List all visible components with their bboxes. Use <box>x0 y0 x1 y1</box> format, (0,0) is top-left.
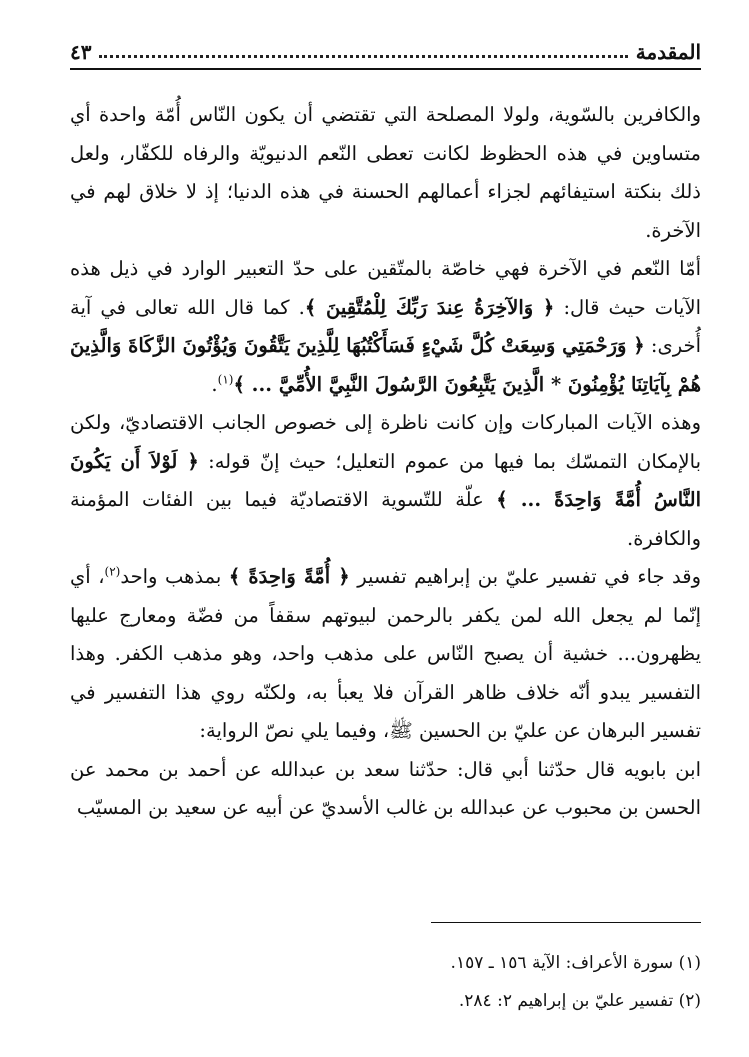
paragraph-text: وقد جاء في تفسير عليّ بن إبراهيم تفسير <box>349 565 701 588</box>
paragraph-text: وهذه الآيات المباركات وإن كانت ناظرة إلى خصوص الجانب الاقتصاديّ، ولكن بالإمكان التمسّك بما فيها من عموم التعليل؛ حيث إنّ قوله: <box>70 411 701 473</box>
leader-dots <box>99 54 627 58</box>
footnote-ref: (١) <box>217 372 234 386</box>
paragraph-text: علّة للتّسوية الاقتصاديّة فيما بين الفئات المؤمنة والكافرة. <box>70 488 701 550</box>
footnote-2: (٢) تفسير عليّ بن إبراهيم ٢: ٢٨٤. <box>458 991 701 1011</box>
paragraph <box>70 558 701 751</box>
paragraph <box>70 751 701 828</box>
quran-verse: ﴿ وَرَحْمَتِي وَسِعَتْ كُلَّ شَيْءٍ فَسَأَكْتُبُهَا لِلَّذِينَ يَتَّقُونَ وَيُؤْتُونَ الزَّكَاةَ وَالَّذِينَ هُمْ بِآيَاتِنَا يُؤْمِنُونَ * الَّذِينَ يَتَّبِعُونَ الرَّسُولَ النَّبِيَّ الأُمِّيَّ ... ﴾ <box>70 334 701 396</box>
quran-verse: ﴿ لَوْلاَ أَن يَكُونَ النَّاسُ أُمَّةً وَاحِدَةً ... ﴾ <box>70 449 701 511</box>
footnote-1: (١) سورة الأعراف: الآية ١٥٦ ـ ١٥٧. <box>450 953 701 973</box>
body-text <box>70 96 701 828</box>
paragraph-text: ابن بابويه قال حدّثنا أبي قال: حدّثنا سعد بن عبدالله عن أحمد بن محمد عن الحسن بن محبوب عن عبدالله بن غالب الأسديّ عن أبيه عن سعيد بن المسيّب <box>70 757 701 819</box>
footnote-ref: (٢) <box>104 564 121 579</box>
paragraph-text: . كما قال الله تعالى في آية أُخرى: <box>70 295 701 357</box>
footnotes <box>70 944 701 1020</box>
quran-verse: ﴿ أُمَّةً وَاحِدَةً ﴾ <box>228 565 350 588</box>
paragraph-text: ، أي إنّما لم يجعل الله لمن يكفر بالرحمن لبيوتهم سقفاً من فضّة ومعارج عليها يظهرون... خشية أن يصبح النّاس على مذهب واحد، وهو مذهب الكفر. وهذا التفسير يبدو أنّه خلاف ظاهر القرآن فلا يعبأ به، ولكنّه روي هذا التفسير في تفسير البرهان عن عليّ بن الحسين ﷺ، وفيما يلي نصّ الرواية: <box>70 565 701 742</box>
paragraph <box>70 96 701 250</box>
paragraph <box>70 404 701 558</box>
quran-verse: ﴿ وَالآخِرَةُ عِندَ رَبِّكَ لِلْمُتَّقِينَ ﴾ <box>304 295 555 319</box>
paragraph-text: والكافرين بالسّوية، ولولا المصلحة التي تقتضي أن يكون النّاس أُمّة واحدة أي متساوين في هذه الحظوظ لكانت تعطى النّعم الدنيويّة والرفاه للكفّار، ولعل ذلك بنكتة استيفائهم لجزاء أعمالهم الحسنة في هذه الدنيا؛ إذ لا خلاق لهم في الآخرة. <box>70 103 701 242</box>
paragraph <box>70 250 701 404</box>
chapter-title: المقدمة <box>635 40 701 64</box>
paragraph-text: أمّا النّعم في الآخرة فهي خاصّة بالمتّقين على حدّ التعبير الوارد في ذيل هذه الآيات حيث قال: <box>70 257 701 319</box>
page-number: ٤٣ <box>70 40 92 64</box>
running-header <box>70 30 701 70</box>
paragraph-text: . <box>211 372 218 396</box>
footnote-separator <box>431 922 701 923</box>
paragraph-text: بمذهب واحد <box>120 565 229 588</box>
